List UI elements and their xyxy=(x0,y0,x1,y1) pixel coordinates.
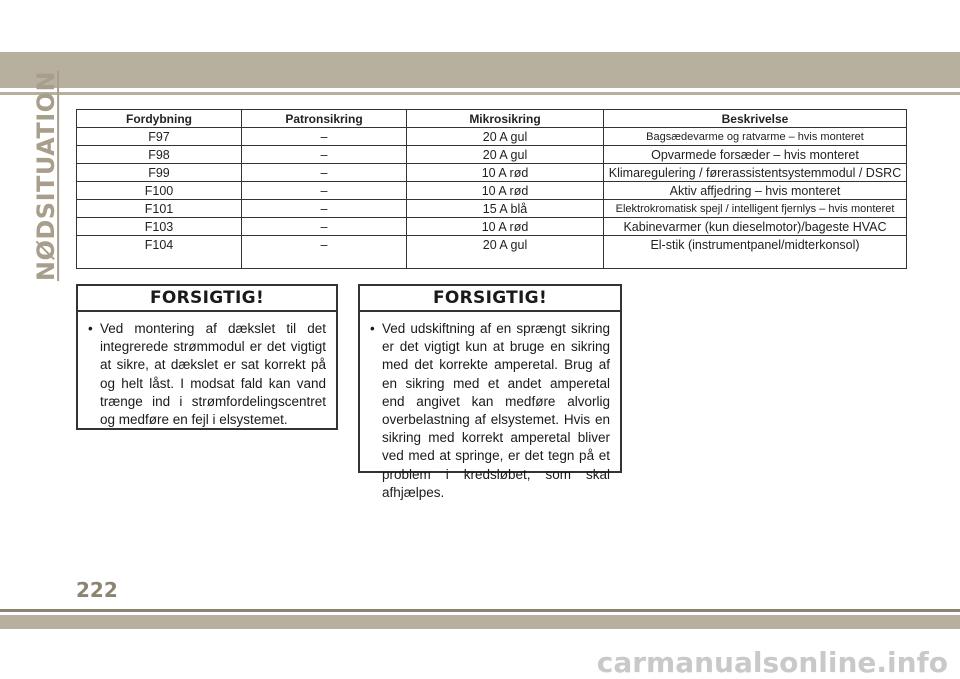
cell-mini: 20 A gul xyxy=(407,146,604,164)
bullet-marker: • xyxy=(88,321,93,336)
cell-cavity: F104 xyxy=(77,236,242,269)
cell-mini: 20 A gul xyxy=(407,128,604,146)
header-rule xyxy=(0,92,960,95)
caution-body xyxy=(360,312,620,512)
section-title xyxy=(30,70,62,282)
caution-bullet-item xyxy=(88,320,326,429)
cell-description: Aktiv affjedring – hvis monteret xyxy=(604,182,907,200)
cell-cartridge: – xyxy=(242,236,407,269)
cell-mini: 15 A blå xyxy=(407,200,604,218)
cell-cavity: F98 xyxy=(77,146,242,164)
cell-mini: 10 A rød xyxy=(407,218,604,236)
footer-band xyxy=(0,615,960,629)
table-row xyxy=(77,146,907,164)
cell-cartridge: – xyxy=(242,218,407,236)
header-mini-fuse: Mikrosikring xyxy=(407,110,604,128)
watermark: carmanualsonline.info xyxy=(596,646,948,679)
cell-mini: 10 A rød xyxy=(407,164,604,182)
fuse-table xyxy=(76,109,907,269)
caution-heading: FORSIGTIG! xyxy=(360,286,620,312)
footer-rule xyxy=(0,609,960,612)
cell-cavity: F100 xyxy=(77,182,242,200)
cell-description: Kabinevarmer (kun dieselmotor)/bageste HVAC xyxy=(604,218,907,236)
table-row xyxy=(77,236,907,269)
cell-description: Bagsædevarme og ratvarme – hvis monteret xyxy=(604,128,907,146)
table-row xyxy=(77,128,907,146)
caution-box-cover xyxy=(76,284,338,430)
cell-cartridge: – xyxy=(242,182,407,200)
cell-cartridge: – xyxy=(242,200,407,218)
cell-mini: 10 A rød xyxy=(407,182,604,200)
header-band xyxy=(0,52,960,88)
cell-description: Klimaregulering / førerassistentsystemmodul / DSRC xyxy=(604,164,907,182)
cell-cartridge: – xyxy=(242,128,407,146)
table-row xyxy=(77,164,907,182)
caution-body xyxy=(78,312,336,439)
cell-cavity: F103 xyxy=(77,218,242,236)
page-number: 222 xyxy=(76,578,118,602)
cell-cartridge: – xyxy=(242,164,407,182)
caution-bullet-item xyxy=(370,320,610,502)
cell-mini: 20 A gul xyxy=(407,236,604,269)
cell-cavity: F101 xyxy=(77,200,242,218)
caution-text: Ved udskiftning af en sprængt sikring er det vigtigt kun at bruge en sikring med det korrekte amperetal. Brug af en sikring med et andet amperetal end angivet kan medføre alvorlig overbelastning af elsystemet. Hvis en sikring med korrekt amperetal bliver ved med at springe, er det tegn på et problem i kredsløbet, som skal afhjælpes. xyxy=(382,321,610,500)
caution-text: Ved montering af dækslet til det integrerede strømmodul er det vigtigt at sikre, at dækslet er sat korrekt på og helt låst. I modsat fald kan vand trænge ind i strømfordelingscentret og medføre en fejl i elsystemet. xyxy=(100,321,326,428)
caution-heading: FORSIGTIG! xyxy=(78,286,336,312)
cell-description: Opvarmede forsæder – hvis monteret xyxy=(604,146,907,164)
table-row xyxy=(77,218,907,236)
caution-box-fuse xyxy=(358,284,622,500)
table-row xyxy=(77,200,907,218)
section-title-text: NØDSITUATION xyxy=(32,70,60,282)
cell-cartridge: – xyxy=(242,146,407,164)
table-row xyxy=(77,182,907,200)
cell-description: El-stik (instrumentpanel/midterkonsol) xyxy=(604,236,907,269)
cell-cavity: F97 xyxy=(77,128,242,146)
table-header-row xyxy=(77,110,907,128)
cell-description: Elektrokromatisk spejl / intelligent fjernlys – hvis monteret xyxy=(604,200,907,218)
header-description: Beskrivelse xyxy=(604,110,907,128)
header-cavity: Fordybning xyxy=(77,110,242,128)
cell-cavity: F99 xyxy=(77,164,242,182)
header-cartridge-fuse: Patronsikring xyxy=(242,110,407,128)
bullet-marker: • xyxy=(370,321,375,336)
